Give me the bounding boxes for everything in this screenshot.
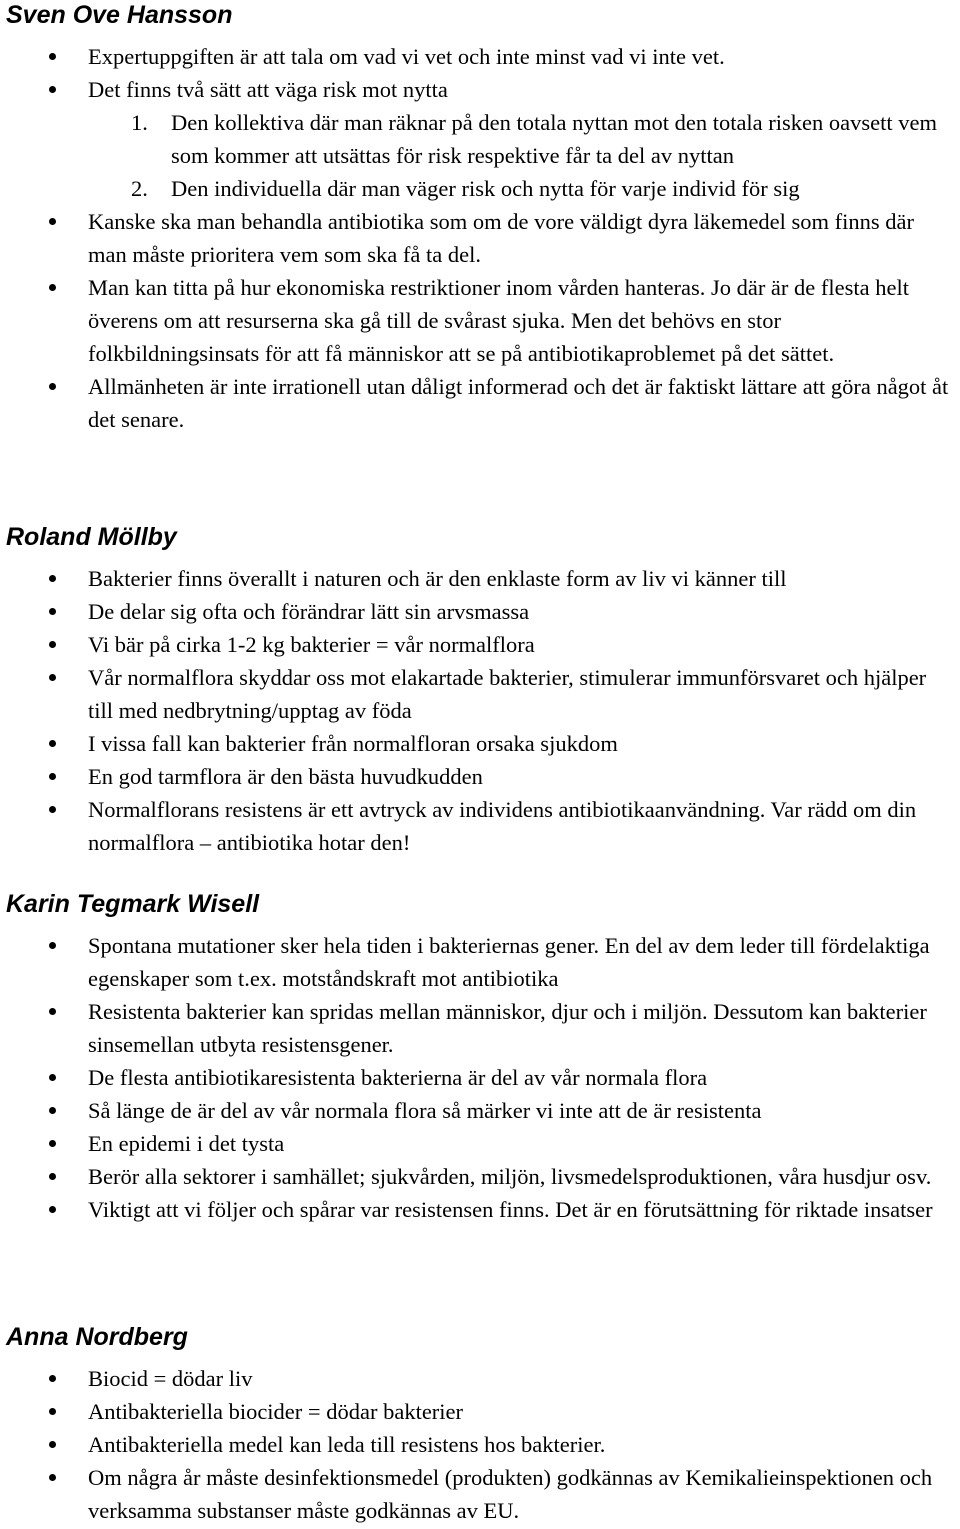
list-item: Antibakteriella biocider = dödar bakterier: [0, 1395, 960, 1428]
bullet-list: [0, 205, 960, 436]
list-item: Biocid = dödar liv: [0, 1362, 960, 1395]
section-heading: Anna Nordberg: [6, 1323, 188, 1351]
list-item: Berör alla sektorer i samhället; sjukvården, miljön, livsmedelsproduktionen, våra husdjur osv.: [0, 1160, 960, 1193]
list-item: Spontana mutationer sker hela tiden i bakteriernas gener. En del av dem leder till fördelaktiga egenskaper som t.ex. motståndskraft mot antibiotika: [0, 929, 960, 995]
list-item: De delar sig ofta och förändrar lätt sin arvsmassa: [0, 595, 960, 628]
list-item: [0, 73, 960, 106]
section-tegmark-wisell: [0, 889, 960, 1226]
list-item: En epidemi i det tysta: [0, 1127, 960, 1160]
list-item-text: Det finns två sätt att väga risk mot nytta: [88, 77, 448, 102]
list-item: Så länge de är del av vår normala flora så märker vi inte att de är resistenta: [0, 1094, 960, 1127]
numbered-item-text: Den kollektiva där man räknar på den totala nyttan mot den totala risken oavsett vem som kommer att utsättas för risk respektive får ta del av nyttan: [171, 110, 937, 168]
numbered-item: [0, 106, 960, 172]
list-item: De flesta antibiotikaresistenta bakterierna är del av vår normala flora: [0, 1061, 960, 1094]
section-nordberg: [0, 1322, 960, 1527]
numbered-item-text: Den individuella där man väger risk och nytta för varje individ för sig: [171, 176, 800, 201]
numbered-list: [0, 106, 960, 205]
section-mollby: [0, 522, 960, 859]
list-item: Kanske ska man behandla antibiotika som om de vore väldigt dyra läkemedel som finns där man måste prioritera vem som ska få ta del.: [0, 205, 960, 271]
list-item: Man kan titta på hur ekonomiska restriktioner inom vården hanteras. Jo där är de flesta helt överens om att resurserna ska gå till de svårast sjuka. Men det behövs en stor folkbildningsinsats för att få människor att se på antibiotikaproblemet på det sättet.: [0, 271, 960, 370]
section-heading: Roland Möllby: [6, 523, 177, 551]
bullet-list: [0, 40, 960, 106]
numbered-item: [0, 172, 960, 205]
item-number: 2.: [131, 176, 148, 201]
list-item: Antibakteriella medel kan leda till resistens hos bakterier.: [0, 1428, 960, 1461]
section-hansson: [0, 0, 960, 436]
list-item: Vi bär på cirka 1-2 kg bakterier = vår normalflora: [0, 628, 960, 661]
list-item: Viktigt att vi följer och spårar var resistensen finns. Det är en förutsättning för riktade insatser: [0, 1193, 960, 1226]
list-item: Bakterier finns överallt i naturen och är den enklaste form av liv vi känner till: [0, 562, 960, 595]
list-item: Resistenta bakterier kan spridas mellan människor, djur och i miljön. Dessutom kan bakterier sinsemellan utbyta resistensgener.: [0, 995, 960, 1061]
list-item: En god tarmflora är den bästa huvudkudden: [0, 760, 960, 793]
bullet-list: [0, 1362, 960, 1527]
section-heading: Sven Ove Hansson: [6, 1, 233, 29]
list-item: Om några år måste desinfektionsmedel (produkten) godkännas av Kemikalieinspektionen och verksamma substanser måste godkännas av EU.: [0, 1461, 960, 1527]
bullet-list: [0, 562, 960, 859]
list-item: Expertuppgiften är att tala om vad vi vet och inte minst vad vi inte vet.: [0, 40, 960, 73]
list-item: Vår normalflora skyddar oss mot elakartade bakterier, stimulerar immunförsvaret och hjälper till med nedbrytning/upptag av föda: [0, 661, 960, 727]
item-number: 1.: [131, 110, 148, 135]
list-item: I vissa fall kan bakterier från normalfloran orsaka sjukdom: [0, 727, 960, 760]
list-item: Normalflorans resistens är ett avtryck av individens antibiotikaanvändning. Var rädd om din normalflora – antibiotika hotar den!: [0, 793, 960, 859]
bullet-list: [0, 929, 960, 1226]
section-heading: Karin Tegmark Wisell: [6, 890, 260, 918]
list-item: Allmänheten är inte irrationell utan dåligt informerad och det är faktiskt lättare att göra något åt det senare.: [0, 370, 960, 436]
